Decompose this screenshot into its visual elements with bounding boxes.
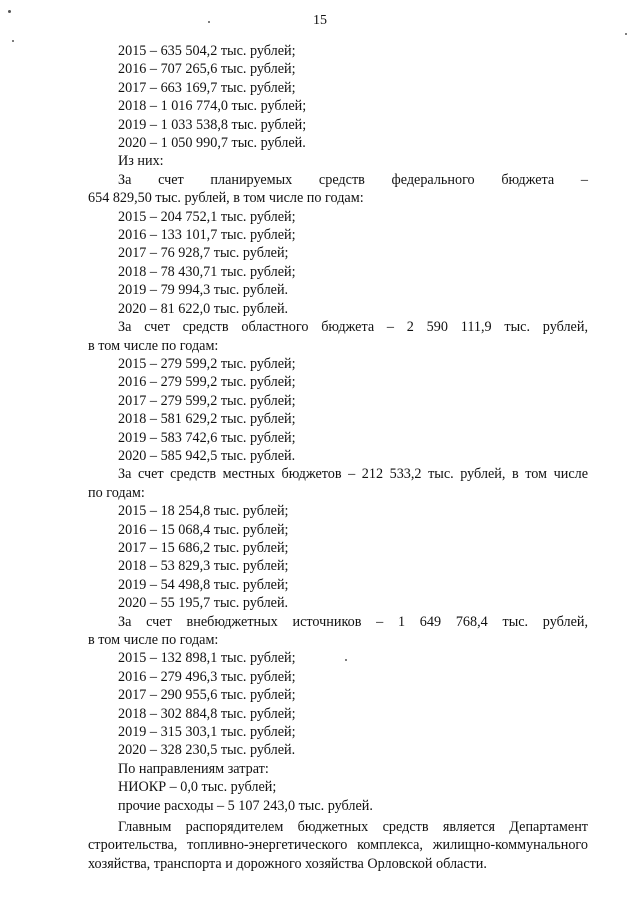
federal-year-item: 2016 – 133 101,7 тыс. рублей; <box>118 227 296 244</box>
federal-year-item: 2020 – 81 622,0 тыс. рублей. <box>118 300 289 317</box>
regional-heading-line2: в том числе по годам: <box>88 337 219 354</box>
regional-year-item: 2017 – 279 599,2 тыс. рублей; <box>118 392 296 409</box>
offbudget-year-item: 2019 – 315 303,1 тыс. рублей; <box>118 724 296 741</box>
scan-speck <box>208 21 210 23</box>
expense-directions-label: По направлениям затрат: <box>118 760 269 777</box>
page-number: 15 <box>313 13 327 28</box>
federal-year-item: 2019 – 79 994,3 тыс. рублей. <box>118 282 289 299</box>
federal-heading-line2: 654 829,50 тыс. рублей, в том числе по годам: <box>88 190 364 207</box>
offbudget-year-item: 2016 – 279 496,3 тыс. рублей; <box>118 668 296 685</box>
total-year-item: 2017 – 663 169,7 тыс. рублей; <box>118 79 296 96</box>
local-year-item: 2020 – 55 195,7 тыс. рублей. <box>118 595 289 612</box>
offbudget-heading-line1: За счет внебюджетных источников – 1 649 768,4 тыс. рублей, <box>118 613 588 630</box>
offbudget-section <box>88 613 588 760</box>
final-paragraph-line2: строительства, топливно-энергетического комплекса, жилищно-коммунального <box>88 837 588 854</box>
final-paragraph-line3: хозяйства, транспорта и дорожного хозяйства Орловской области. <box>88 855 487 872</box>
regional-budget-section <box>88 318 588 465</box>
local-year-item: 2017 – 15 686,2 тыс. рублей; <box>118 539 289 556</box>
local-year-item: 2015 – 18 254,8 тыс. рублей; <box>118 503 289 520</box>
expense-directions-section <box>88 760 588 815</box>
federal-year-item: 2015 – 204 752,1 тыс. рублей; <box>118 208 296 225</box>
total-year-item: 2015 – 635 504,2 тыс. рублей; <box>118 43 296 59</box>
local-heading-line2: по годам: <box>88 484 145 501</box>
local-year-item: 2018 – 53 829,3 тыс. рублей; <box>118 558 289 575</box>
federal-budget-section <box>88 171 588 318</box>
offbudget-year-item: 2020 – 328 230,5 тыс. рублей. <box>118 742 296 759</box>
offbudget-year-item: 2018 – 302 884,8 тыс. рублей; <box>118 705 296 722</box>
document-body <box>88 42 588 873</box>
regional-year-item: 2019 – 583 742,6 тыс. рублей; <box>118 429 296 446</box>
total-year-item: 2018 – 1 016 774,0 тыс. рублей; <box>118 98 307 115</box>
offbudget-year-item: 2015 – 132 898,1 тыс. рублей; <box>118 650 296 667</box>
local-year-item: 2016 – 15 068,4 тыс. рублей; <box>118 521 289 538</box>
regional-year-item: 2016 – 279 599,2 тыс. рублей; <box>118 374 296 391</box>
final-paragraph <box>88 818 588 873</box>
regional-heading-line1: За счет средств областного бюджета – 2 590 111,9 тыс. рублей, <box>118 319 588 336</box>
local-heading-line1: За счет средств местных бюджетов – 212 533,2 тыс. рублей, в том числе <box>118 466 588 483</box>
final-paragraph-line1: Главным распорядителем бюджетных средств является Департамент <box>118 819 588 836</box>
offbudget-year-item: 2017 – 290 955,6 тыс. рублей; <box>118 687 296 704</box>
regional-year-item: 2015 – 279 599,2 тыс. рублей; <box>118 355 296 372</box>
total-year-item: 2016 – 707 265,6 тыс. рублей; <box>118 61 296 78</box>
scan-speck <box>625 33 627 35</box>
federal-year-item: 2018 – 78 430,71 тыс. рублей; <box>118 263 296 280</box>
niokr-line: НИОКР – 0,0 тыс. рублей; <box>118 779 277 796</box>
federal-year-item: 2017 – 76 928,7 тыс. рублей; <box>118 245 289 262</box>
regional-year-item: 2020 – 585 942,5 тыс. рублей. <box>118 447 296 464</box>
regional-year-item: 2018 – 581 629,2 тыс. рублей; <box>118 411 296 428</box>
total-years-list <box>88 42 588 152</box>
total-year-item: 2019 – 1 033 538,8 тыс. рублей; <box>118 116 307 133</box>
offbudget-heading-line2: в том числе по годам: <box>88 632 219 648</box>
federal-heading-line1: За счет планируемых средств федерального бюджета – <box>118 171 588 188</box>
scan-speck <box>8 10 11 13</box>
of-them-label: Из них: <box>118 153 164 170</box>
other-expenses-line: прочие расходы – 5 107 243,0 тыс. рублей. <box>118 797 373 814</box>
local-year-item: 2019 – 54 498,8 тыс. рублей; <box>118 576 289 593</box>
local-budget-section <box>88 465 588 612</box>
total-year-item: 2020 – 1 050 990,7 тыс. рублей. <box>118 135 306 152</box>
scan-speck <box>12 40 14 42</box>
